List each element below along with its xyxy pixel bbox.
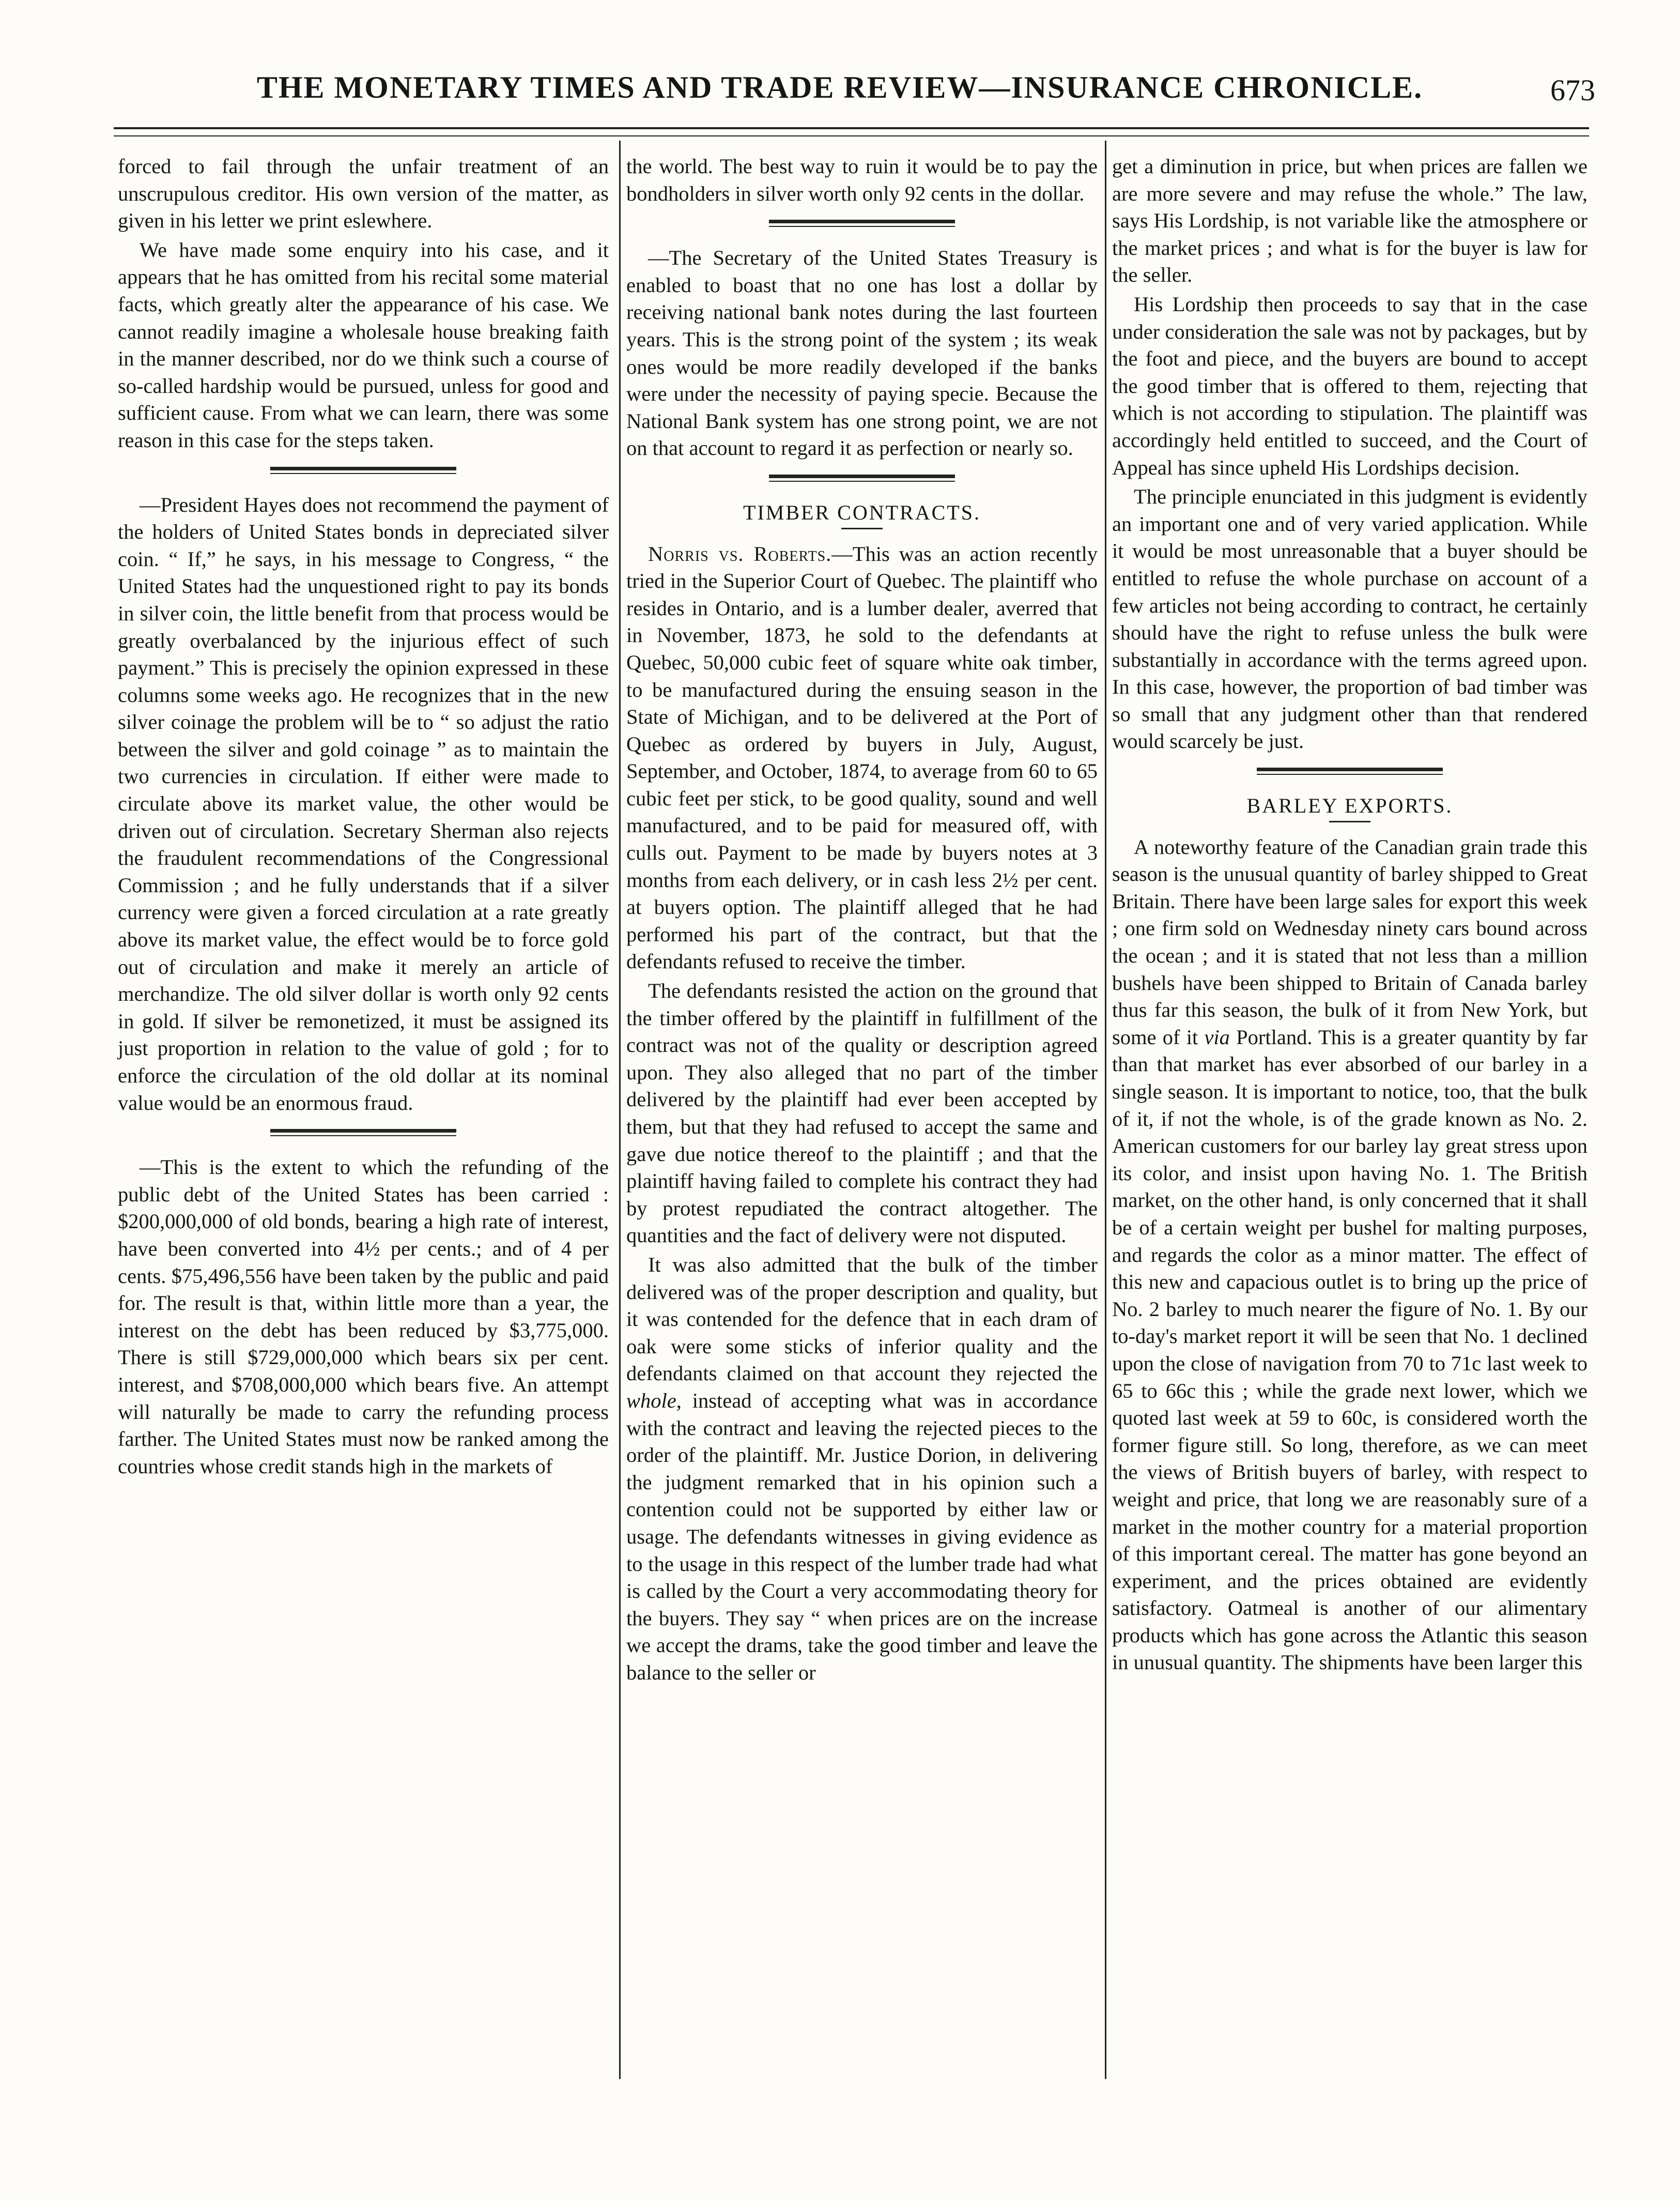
column-divider-1 [619, 141, 621, 2079]
heading-rule [1329, 821, 1370, 822]
section-divider [769, 475, 955, 482]
paragraph: The principle enunciated in this judgment is evidently an important one and of very varied application. While it would be most unreasonable that a buyer should be entitled to refuse the whole purchase on account of a few articles not being according to contract, he certainly should have the right to refuse unless the bulk were substantially in accordance with the terms agreed upon. In this case, however, the proportion of bad timber was so small that any judgment other than that rendered would scarcely be just. [1112, 485, 1587, 753]
paragraph [626, 541, 1098, 976]
paragraph-text: A noteworthy feature of the Canadian grain trade this season is the unusual quantity of barley shipped to Great Britain. There have been large sales for export this week ; one firm sold on Wednesday ninety cars bound across the ocean ; and it is stated that not less than a million bushels have been shipped to Britain of Canada barley thus far this season, the bulk of it from New York, but some of it [1112, 835, 1587, 1049]
section-heading: BARLEY EXPORTS. [1246, 794, 1453, 818]
case-title: Norris vs. Roberts. [648, 542, 832, 566]
section-divider [270, 467, 456, 474]
paragraph: His Lordship then proceeds to say that in the case under consideration the sale was not by packages, but by the foot and piece, and the buyers are bound to accept the good timber that is offered to them, rejecting that which is not according to stipulation. The plaintiff was accordingly held entitled to succeed, and the Court of Appeal has since upheld His Lordships decision. [1112, 292, 1587, 479]
paragraph: get a diminution in price, but when prices are fallen we are more severe and may refuse the whole.” The law, says His Lordship, is not variable like the atmosphere or the market prices ; and what is for the buyer is law for the seller. [1112, 155, 1587, 287]
paragraph-text: , instead of accepting what was in accordance with the contract and leaving the rejected pieces to the order of the plaintiff. Mr. Justice Dorion, in delivering the judgment remarked that in his opinion such a contention could not be supported by either law or usage. The defendants witnesses in giving evidence as to the usage in this respect of the lumber trade had what is called by the Court a very accommodating theory for the buyers. They say “ when prices are on the increase we accept the drams, take the good timber and leave the balance to the seller or [626, 1388, 1098, 1684]
section-divider [270, 1129, 456, 1136]
paragraph: —This is the extent to which the refunding of the public debt of the United States has been carried : $200,000,000 of old bonds, bearing a high rate of interest, have been converted into 4½ per cents.; and of 4 per cents. $75,496,556 have been taken by the public and paid for. The result is that, within little more than a year, the interest on the debt has been reduced by $3,775,000. There is still $729,000,000 which bears six per cent. interest, and $708,000,000 which bears five. An attempt will naturally be made to carry the refunding process farther. The United States must now be ranked among the countries whose credit stands high in the markets of [118, 1155, 609, 1478]
section-divider [1257, 768, 1443, 775]
paragraph [626, 1251, 1098, 1687]
italic-word: whole [626, 1388, 676, 1412]
section-divider [769, 220, 955, 227]
italic-word: via [1204, 1025, 1230, 1049]
page-number: 673 [1550, 73, 1595, 107]
paragraph: We have made some enquiry into his case, and it appears that he has omitted from his recital some material facts, which greatly alter the appearance of his case. We cannot readily imagine a wholesale house breaking faith in the manner described, nor do we think such a course of so-called hardship would be pursued, unless for good and sufficient cause. From what we can learn, there was some reason in this case for the steps taken. [118, 238, 609, 452]
section-heading: TIMBER CONTRACTS. [743, 500, 981, 524]
column-divider-2 [1105, 141, 1106, 2079]
column-3 [1112, 153, 1587, 1676]
paragraph: the world. The best way to ruin it would be to pay the bondholders in silver worth only 92 cents in the dollar. [626, 155, 1098, 205]
column-1 [118, 153, 609, 1480]
paragraph: —President Hayes does not recommend the payment of the holders of United States bonds in depreciated silver coin. “ If,” he says, in his message to Congress, “ the United States had the unquestioned right to pay its bonds in silver coin, the little benefit from that process would be greatly overbalanced by the injurious effect of such payment.” This is precisely the opinion expressed in these columns some weeks ago. He recognizes that in the new silver coinage the problem will be to “ so adjust the ratio between the silver and gold coinage ” as to maintain the two currencies in circulation. If either were made to circulate above its market value, the other would be driven out of circulation. Secretary Sherman also rejects the fraudulent recommendations of the Congressional Commission ; and he fully understands that if a silver currency were given a forced circulation at a rate greatly above its market value, the effect would be to force gold out of circulation and make it merely an article of merchandize. The old silver dollar is worth only 92 cents in gold. If silver be remonetized, it must be assigned its just proportion in relation to the value of gold ; for to enforce the circulation of the old dollar at its nominal value would be an enormous fraud. [118, 493, 609, 1114]
paragraph: The defendants resisted the action on the ground that the timber offered by the plaintiff in fulfillment of the contract was not of the quality or description agreed upon. They also alleged that no part of the timber delivered by the plaintiff had ever been accepted by them, but that they had refused to accept the same and gave due notice thereof to the plaintiff ; and that the plaintiff having failed to complete his contract they had by protest repudiated the contract altogether. The quantities and the fact of delivery were not disputed. [626, 979, 1098, 1247]
paragraph: forced to fail through the unfair treatment of an unscrupulous creditor. His own version of the matter, as given in his letter we print eslewhere. [118, 155, 609, 233]
column-2 [626, 153, 1098, 1686]
header-rule [114, 127, 1589, 129]
heading-rule [841, 528, 883, 529]
paragraph-text: Portland. This is a greater quantity by far than that market has ever absorbed of our barley in a single season. It is important to notice, too, that the bulk of it, if not the whole, is of the grade known as No. 2. American customers for our barley lay great stress upon its color, and insist upon having No. 1. The British market, on the other hand, is only concerned that it shall be of a certain weight per bushel for malting purposes, and regards the color as a minor matter. The effect of this new and capacious outlet is to bring up the price of No. 2 barley to much nearer the figure of No. 1. By our to-day's market report it will be seen that No. 1 declined upon the close of navigation from 70 to 71c last week to 65 to 66c this ; while the grade next lower, which we quoted last week at 59 to 60c, is considered worth the former figure still. So long, therefore, as we can meet the views of British buyers of barley, with respect to weight and price, that long we are reasonably sure of a market in the mother country for a material proportion of this important cereal. The matter has gone beyond an experiment, and the prices obtained are evidently satisfactory. Oatmeal is another of our alimentary products which has gone across the Atlantic this season in unusual quantity. The shipments have been larger this [1112, 1025, 1587, 1674]
paragraph: —The Secretary of the United States Treasury is enabled to boast that no one has lost a dollar by receiving national bank notes during the last fourteen years. This is the strong point of the system ; its weak ones would be more readily developed if the banks were under the necessity of paying specie. Because the National Bank system has one strong point, we are not on that account to regard it as perfection or nearly so. [626, 246, 1098, 460]
paragraph-text: —This was an action recently tried in the Superior Court of Quebec. The plaintiff who resides in Ontario, and is a lumber dealer, averred that in November, 1873, he sold to the defendants at Quebec, 50,000 cubic feet of square white oak timber, to be manufactured during the ensuing season in the State of Michigan, and to be delivered at the Port of Quebec as ordered by buyers in July, August, September, and October, 1874, to average from 60 to 65 cubic feet per stick, to be good quality, sound and well manufactured, and to be paid for measured off, with culls out. Payment to be made by buyers notes at 3 months from each delivery, or in cash less 2½ per cent. at buyers option. The plaintiff alleged that he had performed his part of the contract, but that the defendants refused to receive the timber. [626, 542, 1098, 973]
header-rule-thin [114, 135, 1589, 136]
page-header [0, 70, 1680, 116]
publication-title: THE MONETARY TIMES AND TRADE REVIEW—INSURANCE CHRONICLE. [256, 70, 1423, 104]
paragraph-text: It was also admitted that the bulk of the timber delivered was of the proper description and quality, but it was contended for the defence that in each dram of oak were some sticks of inferior quality and the defendants claimed on that account they rejected the [626, 1252, 1098, 1385]
paragraph [1112, 834, 1587, 1676]
